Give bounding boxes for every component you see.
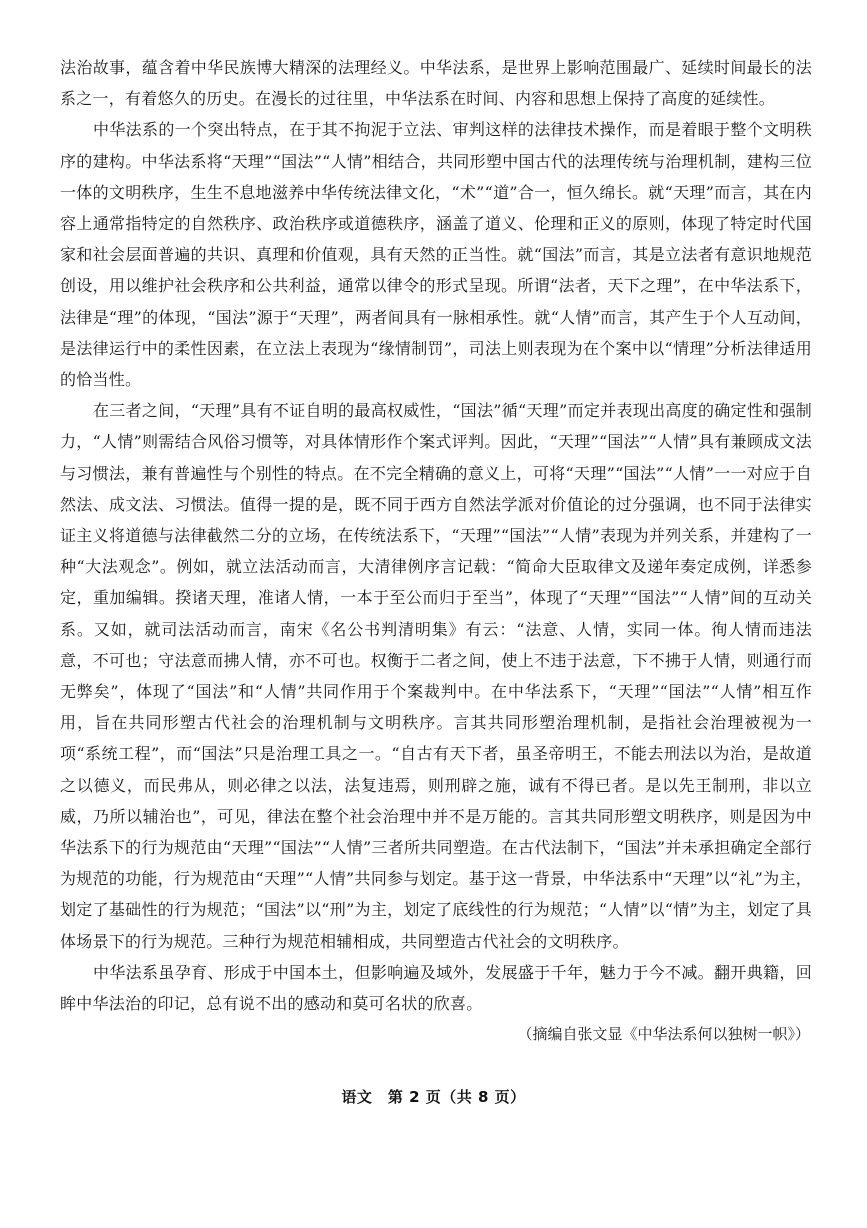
- paragraph-4: 中华法系虽孕育、形成于中国本土，但影响遍及域外，发展盛于千年，魅力于今不减。翻开典籍，回眸中华法治的印记，总有说不出的感动和莫可名状的欣喜。: [60, 962, 812, 1014]
- article-body: [60, 52, 812, 1050]
- paragraph-3: 在三者之间，“天理”具有不证自明的最高权威性，“国法”循“天理”而定并表现出高度的确定性和强制力，“人情”则需结合风俗习惯等，对具体情形作个案式评判。因此，“天理”“国法”“人情”具有兼顾成文法与习惯法，兼有普遍性与个别性的特点。在不完全精确的意义上，可将“天理”“国法”“人情”一一对应于自然法、成文法、习惯法。值得一提的是，既不同于西方自然法学派对价值论的过分强调，也不同于法律实证主义将道德与法律截然二分的立场，在传统法系下，“天理”“国法”“人情”表现为并列关系，并建构了一种“大法观念”。例如，就立法活动而言，大清律例序言记载：“简命大臣取律文及递年奏定成例，详悉参定，重加编辑。揆诸天理，准诸人情，一本于至公而归于至当”，体现了“天理”“国法”“人情”间的互动关系。又如，就司法活动而言，南宋《名公书判清明集》有云：“法意、人情，实同一体。徇人情而违法意，不可也；守法意而拂人情，亦不可也。权衡于二者之间，使上不违于法意，下不拂于人情，则通行而无弊矣”，体现了“国法”和“人情”共同作用于个案裁判中。在中华法系下，“天理”“国法”“人情”相互作用，旨在共同形塑古代社会的治理机制与文明秩序。言其共同形塑治理机制，是指社会治理被视为一项“系统工程”，而“国法”只是治理工具之一。“自古有天下者，虽圣帝明王，不能去刑法以为治，是故道之以德义，而民弗从，则必律之以法，法复违焉，则刑辟之施，诚有不得已者。是以先王制刑，非以立威，乃所以辅治也”，可见，律法在整个社会治理中并不是万能的。言其共同形塑文明秩序，则是因为中华法系下的行为规范由“天理”“国法”“人情”三者所共同塑造。在古代法制下，“国法”并未承担确定全部行为规范的功能，行为规范由“天理”“人情”共同参与划定。基于这一背景，中华法系中“天理”以“礼”为主，划定了基础性的行为规范；“国法”以“刑”为主，划定了底线性的行为规范；“人情”以“情”为主，划定了具体场景下的行为规范。三种行为规范相辅相成，共同塑造古代社会的文明秩序。: [60, 401, 812, 951]
- paragraph-1: 法治故事，蕴含着中华民族博大精深的法理经义。中华法系，是世界上影响范围最广、延续时间最长的法系之一，有着悠久的历史。在漫长的过往里，中华法系在时间、内容和思想上保持了高度的延续性。: [60, 58, 812, 109]
- paragraph-2: 中华法系的一个突出特点，在于其不拘泥于立法、审判这样的法律技术操作，而是着眼于整个文明秩序的建构。中华法系将“天理”“国法”“人情”相结合，共同形塑中国古代的法理传统与治理机制，建构三位一体的文明秩序，生生不息地滋养中华传统法律文化，“术”“道”合一，恒久绵长。就“天理”而言，其在内容上通常指特定的自然秩序、政治秩序或道德秩序，涵盖了道义、伦理和正义的原则，体现了特定时代国家和社会层面普遍的共识、真理和价值观，具有天然的正当性。就“国法”而言，其是立法者有意识地规范创设，用以维护社会秩序和公共利益，通常以律令的形式呈现。所谓“法者，天下之理”，在中华法系下，法律是“理”的体现，“国法”源于“天理”，两者间具有一脉相承性。就“人情”而言，其产生于个人互动间，是法律运行中的柔性因素，在立法上表现为“缘情制罚”，司法上则表现为在个案中以“情理”分析法律适用的恰当性。: [60, 120, 812, 390]
- page-footer: 语文 第 2 页（共 8 页）: [341, 1088, 526, 1106]
- source-citation: （摘编自张文显《中华法系何以独树一帜》）: [517, 1025, 810, 1044]
